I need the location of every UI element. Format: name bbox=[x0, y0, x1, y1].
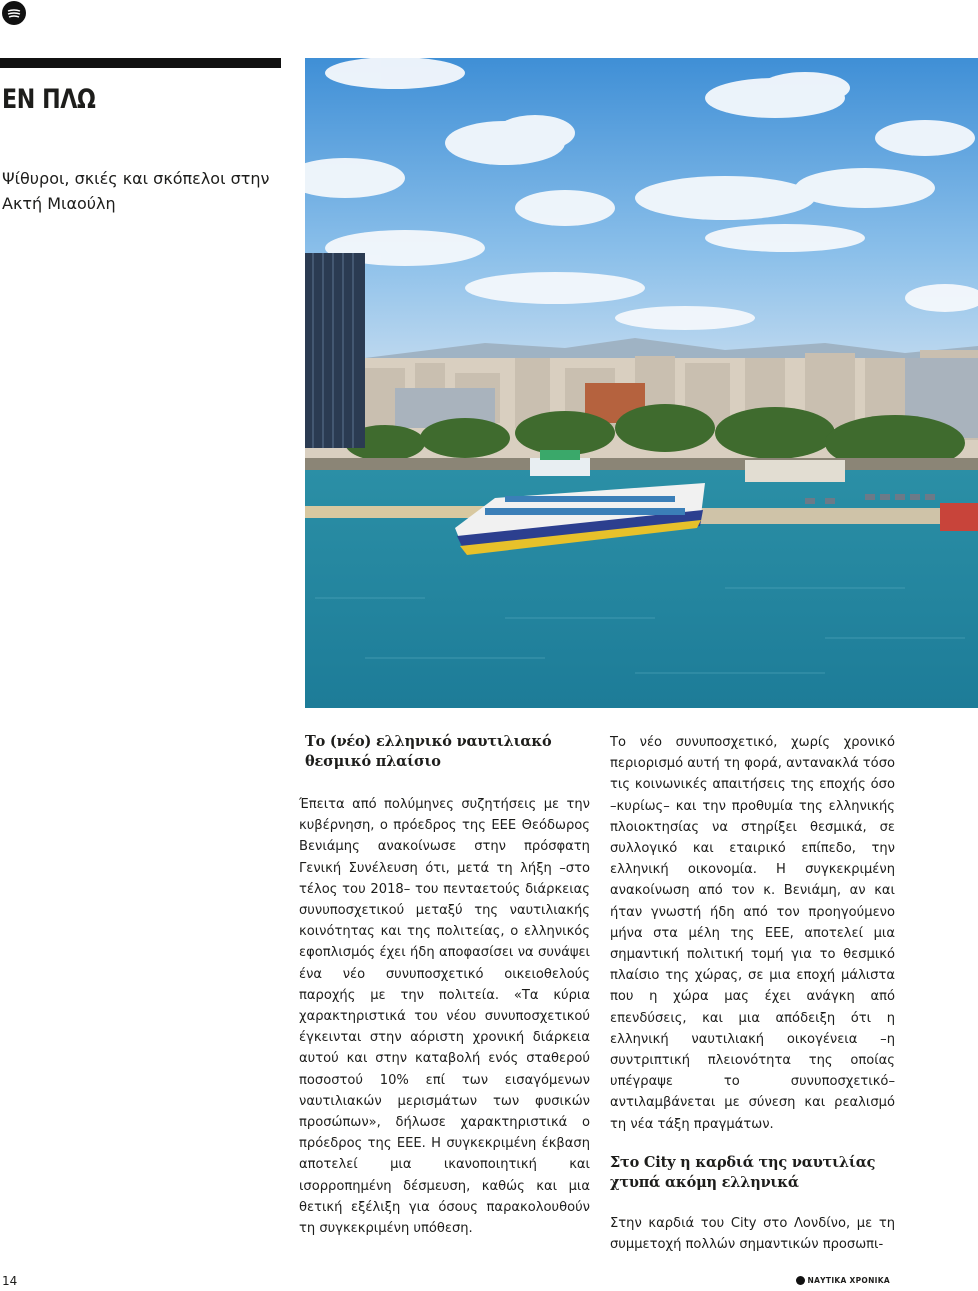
page-number: 14 bbox=[2, 1274, 18, 1288]
section-title: ΕΝ ΠΛΩ bbox=[2, 84, 96, 115]
article-paragraph: Έπειτα από πολύμηνες συζητήσεις με την κυβέρνηση, ο πρόεδρος της ΕΕΕ Θεόδωρος Βενιάμης ανακοίνωσε στην πρόσφατη Γενική Συνέλευση ότι, μετά τη λήξη –στο τέλος του 2018– του πενταετούς διάρκειας συνυποσχετικού μεταξύ της ναυτιλιακής κοινότητας και της πολιτείας, ο ελληνικός εφοπλισμός έχει ήδη αποφασίσει να συνάψει ένα νέο συνυποσχετικό οικειοθελούς παροχής με την πολιτεία. «Τα κύρια χαρακτηριστικά του νέου συνυποσχετικού έγκεινται στην αόριστη χρονική διάρκεια αυτού και στην καταβολή ενός σταθερού ποσοστού 10% επί των εισαγόμενων ναυτιλιακών μερισμάτων των φυσικών προσώπων», δήλωσε χαρακτηριστικά ο πρόεδρος της ΕΕΕ. Η συγκεκριμένη έκβαση αποτελεί μια ικανοποιητική και ισορροπημένη δέσμευση, καθώς και μια θετική εξέλιξη για όσους παρακολουθούν τη συγκεκριμένη υπόθεση. bbox=[299, 797, 590, 1237]
section-rule bbox=[0, 58, 281, 68]
article-subtitle: Ψίθυροι, σκιές και σκόπελοι στην Ακτή Μιαούλη bbox=[2, 169, 270, 213]
section-heading-legal-framework: Το (νέο) ελληνικό ναυτιλιακό θεσμικό πλαίσιο bbox=[305, 733, 552, 770]
article-column-left bbox=[299, 732, 590, 1239]
footer-brand bbox=[796, 1276, 891, 1285]
brand-name: ΝΑΥΤΙΚΑ ΧΡΟΝΙΚΑ bbox=[807, 1276, 890, 1285]
article-column-right bbox=[610, 732, 895, 1255]
magazine-logo-icon bbox=[0, 0, 32, 28]
brand-logo-icon bbox=[796, 1276, 805, 1285]
article-paragraph: Το νέο συνυποσχετικό, χωρίς χρονικό περιορισμό αυτή τη φορά, αντανακλά τόσο τις κοινωνικές απαιτήσεις της εποχής όσο –κυρίως– και την προθυμία της ελληνικής πλοιοκτησίας να στηρίξει θεσμικά, σε συλλογικό και εταιρικό επίπεδο, την ελληνική οικονομία. Η συγκεκριμένη ανακοίνωση από τον κ. Βενιάμη, αν και ήταν γνωστή ήδη από τον προηγούμενο μήνα στα μέλη της ΕΕΕ, αποτελεί μια σημαντική πολιτική τομή για το θεσμικό πλαίσιο της χώρας, σε μια εποχή μάλιστα που η χώρα μας έχει ανάγκη από επενδύσεις, και μια απόδειξη ότι η ελληνική ναυτιλιακή οικογένεια –η συντριπτική πλειονότητα της οποίας υπέγραψε το συνυποσχετικό– αντιλαμβάνεται με σύνεση και ρεαλισμό τη νέα τάξη πραγμάτων. bbox=[610, 735, 895, 1132]
article-paragraph: Στην καρδιά του City στο Λονδίνο, με τη συμμετοχή πολλών σημαντικών προσωπι- bbox=[610, 1215, 895, 1253]
section-heading-city: Στο City η καρδιά της ναυτιλίας χτυπά ακόμη ελληνικά bbox=[610, 1153, 876, 1191]
harbor-photo bbox=[305, 58, 978, 708]
